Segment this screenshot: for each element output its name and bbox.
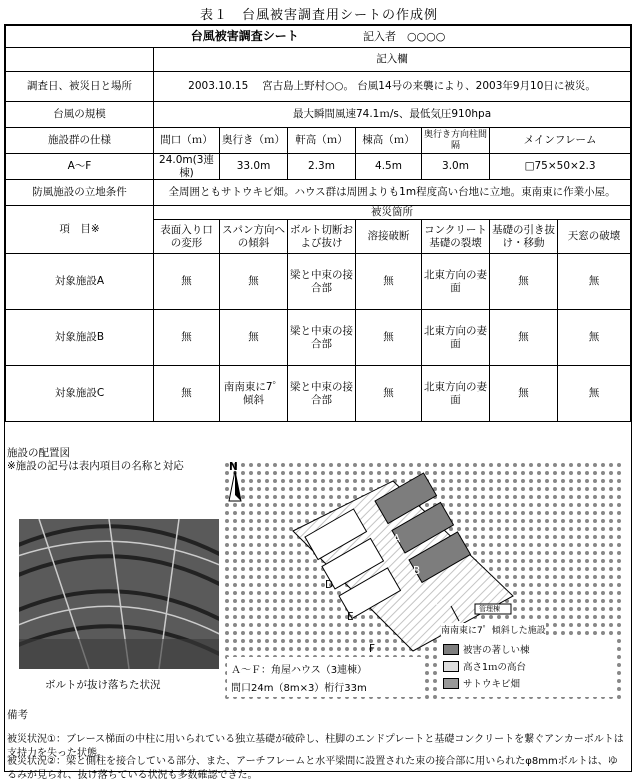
damage-cell: 無 [490, 254, 558, 310]
item-label: 項 目※ [6, 206, 154, 254]
site-value: 全周囲ともサトウキビ畑。ハウス群は周囲よりも1m程度高い台地に立地。東南東に作業小屋。 [154, 180, 631, 206]
spec-header: 棟高（ｍ） [356, 128, 422, 154]
spec-value: 3.0m [422, 154, 490, 180]
damage-col-header: 基礎の引き抜け・移動 [490, 220, 558, 254]
spec-header: 奥行き方向柱間隔 [422, 128, 490, 154]
tilt-label: 南南東に7゜傾斜した施設 [441, 623, 546, 636]
table-row [6, 310, 631, 366]
spec-value: 33.0m [220, 154, 288, 180]
sheet-title-row [6, 26, 631, 48]
damage-cell: 梁と中束の接合部 [288, 310, 356, 366]
entry-header: 記入欄 [154, 48, 631, 72]
site-label: 防風施設の立地条件 [6, 180, 154, 206]
spec-value: □75×50×2.3 [490, 154, 631, 180]
legend-label: 被害の著しい棟 [463, 645, 530, 656]
house-label: C [435, 597, 443, 609]
facility-name: 対象施設B [6, 310, 154, 366]
damage-col-header: コンクリート基礎の裂壊 [422, 220, 490, 254]
damage-cell: 無 [220, 254, 288, 310]
damage-photo [19, 519, 219, 669]
spec-value: 4.5m [356, 154, 422, 180]
spec-label: 施設群の仕様 [6, 128, 154, 154]
damage-col-header: 溶接破断 [356, 220, 422, 254]
damage-cell: 無 [558, 310, 631, 366]
remarks-label: 備考 [7, 709, 28, 721]
house-label: D [325, 579, 334, 591]
layout-section [5, 443, 630, 781]
legend-label: 高さ1ｍの高台 [463, 662, 527, 673]
spec-value: 2.3m [288, 154, 356, 180]
damage-col-header: ボルト切断および抜け [288, 220, 356, 254]
note-1: 被災状況①：ブレース梯面の中柱に用いられている独立基礎が破砕し、柱脚のエンドプレートと基礎コンクリートを繋ぐアンカーボルトは支持力を失った状態。 [7, 734, 624, 759]
damage-cell: 無 [356, 366, 422, 422]
damage-cell: 北東方向の妻面 [422, 310, 490, 366]
damage-col-header: スパン方向への傾斜 [220, 220, 288, 254]
damage-cell: 無 [154, 366, 220, 422]
map-info-line1: Ａ～Ｆ：角屋ハウス（3連棟） [231, 665, 368, 676]
damage-cell: 梁と中束の接合部 [288, 366, 356, 422]
typhoon-label: 台風の規模 [6, 102, 154, 128]
damage-cell: 無 [356, 254, 422, 310]
spec-header: 軒高（ｍ） [288, 128, 356, 154]
spec-header: 間口（ｍ） [154, 128, 220, 154]
legend-swatch-cane [443, 678, 459, 689]
layout-note: ※施設の記号は表内項目の名称と対応 [7, 460, 184, 472]
table-row [6, 366, 631, 422]
date-place-label: 調査日、被災日と場所 [6, 72, 154, 102]
house-label: E [347, 611, 354, 623]
note-2: 被災状況②：梁と側柱を接合している部分、また、アーチフレームと水平梁間に設置された束の接合部に用いられたφ8mmボルトは、ゆるみが見られ、抜け落ちている状況も多数確認できた。 [7, 756, 618, 781]
damage-cell: 無 [356, 310, 422, 366]
damage-cell: 無 [558, 254, 631, 310]
legend-swatch-damaged [443, 644, 459, 655]
facility-name: 対象施設A [6, 254, 154, 310]
north-label: N [229, 461, 238, 473]
typhoon-value: 最大瞬間風速74.1ｍ/s、最低気圧910hpa [154, 102, 631, 128]
site-map [223, 461, 621, 701]
table-row [6, 254, 631, 310]
damage-cell: 南南東に7゜傾斜 [220, 366, 288, 422]
damage-cell: 梁と中束の接合部 [288, 254, 356, 310]
recorder: 記入者 ○○○○ [362, 29, 446, 43]
spec-header: メインフレーム [490, 128, 631, 154]
document-caption: 表１ 台風被害調査用シートの作成例 [199, 8, 438, 23]
blank-cell [6, 48, 154, 72]
facility-name: 対象施設C [6, 366, 154, 422]
damage-col-header: 天窓の破壊 [558, 220, 631, 254]
damage-cell: 北東方向の妻面 [422, 366, 490, 422]
damage-cell: 北東方向の妻面 [422, 254, 490, 310]
spec-value: 24.0m(3連棟) [154, 154, 220, 180]
map-info-line2: 間口24m（8m×3）桁行33m [231, 683, 367, 694]
damage-cell: 無 [154, 254, 220, 310]
spec-header: 奥行き（ｍ） [220, 128, 288, 154]
date-place-value: 2003.10.15 宮古島上野村○○。 台風14号の来襲により、2003年9月10日に被災。 [154, 72, 631, 102]
damage-col-header: 表面入り口の変形 [154, 220, 220, 254]
layout-title: 施設の配置図 [7, 447, 70, 459]
damage-cell: 無 [558, 366, 631, 422]
house-label: B [413, 565, 421, 577]
house-label: F [369, 643, 376, 655]
house-label: A [393, 533, 401, 545]
spec-row-label: A～F [6, 154, 154, 180]
survey-sheet [4, 24, 632, 781]
survey-table [5, 25, 631, 422]
damage-cell: 無 [154, 310, 220, 366]
legend-label: サトウキビ畑 [463, 679, 521, 690]
damage-header: 被災箇所 [154, 206, 631, 220]
photo-caption: ボルトが抜け落ちた状況 [45, 679, 161, 691]
damage-cell: 無 [490, 310, 558, 366]
sheet-title: 台風被害調査シート [190, 28, 299, 43]
legend-swatch-plateau [443, 661, 459, 672]
damage-cell: 無 [490, 366, 558, 422]
shed-label: 管理棟 [479, 605, 500, 613]
damage-cell: 無 [220, 310, 288, 366]
